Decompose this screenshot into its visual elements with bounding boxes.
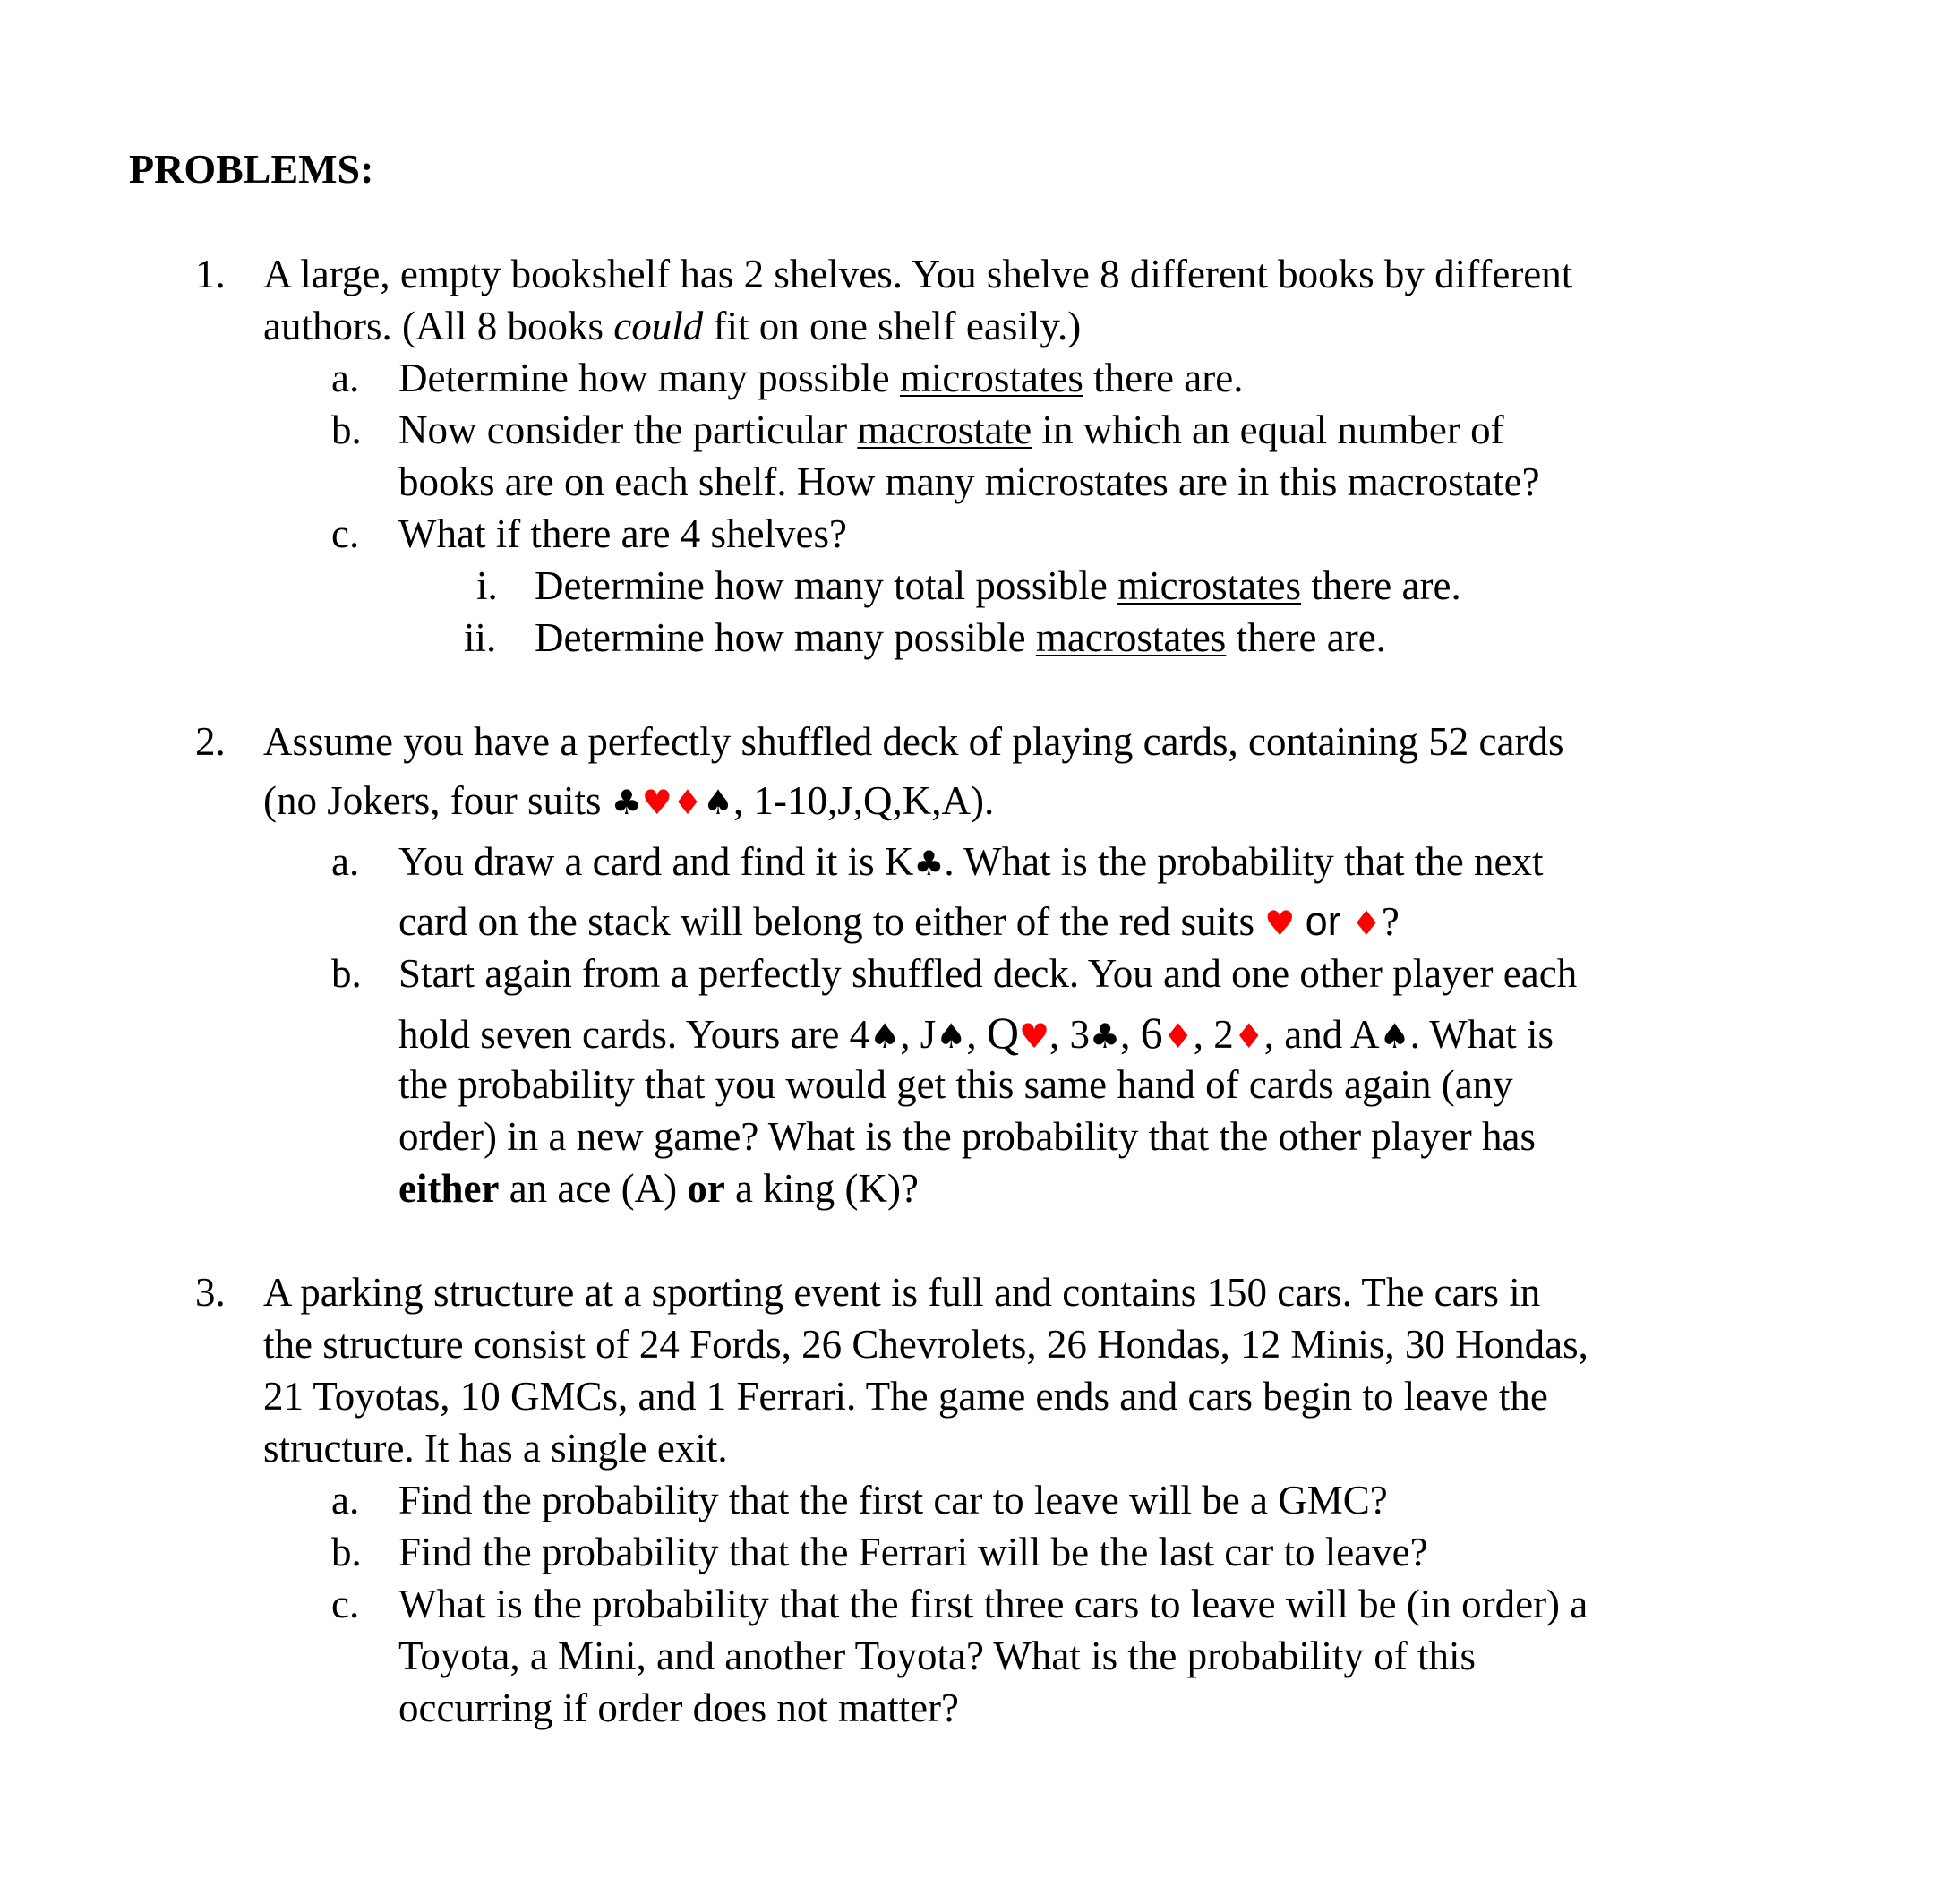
problem-text-line: (no Jokers, four suits ♣♥♦♠, 1-10,J,Q,K,A).: [263, 778, 995, 823]
club-suit-icon: ♣: [913, 844, 945, 883]
subpart-text: Find the probability that the first car to leave will be a GMC?: [398, 1478, 1388, 1522]
term-macrostate: macrostate: [857, 407, 1032, 452]
card-rank-6: 6: [1140, 1008, 1163, 1058]
heart-suit-icon: ♥: [1264, 904, 1296, 943]
or-text: or: [1305, 898, 1341, 944]
subpart-text: the probability that you would get this same hand of cards again (any: [398, 1062, 1513, 1107]
problem-number: 1.: [195, 252, 226, 296]
subpart-text: Determine how many possible microstates there are.: [398, 356, 1244, 400]
subsubpart-label: ii.: [464, 615, 497, 660]
term-microstates: microstates: [899, 356, 1083, 400]
spade-suit-icon: ♠: [869, 1016, 901, 1056]
subsubpart-label: i.: [476, 563, 498, 608]
problem-text-line: authors. (All 8 books could fit on one shelf easily.): [263, 304, 1082, 348]
subpart-text: You draw a card and find it is K♣. What is the probability that the next: [398, 839, 1544, 884]
subpart-text: order) in a new game? What is the probability that the other player has: [398, 1114, 1536, 1159]
subpart-label: a.: [331, 356, 360, 400]
term-macrostates: macrostates: [1035, 615, 1227, 660]
subpart-label: c.: [331, 1582, 360, 1626]
spade-suit-icon: ♠: [702, 783, 734, 822]
subpart-text: Now consider the particular macrostate in which an equal number of: [398, 407, 1504, 452]
subpart-label: c.: [331, 511, 360, 556]
subpart-text: books are on each shelf. How many microstates are in this macrostate?: [398, 459, 1540, 504]
emphasis-could: could: [613, 304, 704, 348]
problem-text-line: A large, empty bookshelf has 2 shelves. You shelve 8 different books by different: [263, 252, 1573, 296]
club-suit-icon: ♣: [611, 783, 642, 822]
subpart-label: a.: [331, 839, 360, 884]
diamond-suit-icon: ♦: [1233, 1016, 1264, 1056]
subpart-text: What is the probability that the first three cars to leave will be (in order) a: [398, 1582, 1588, 1626]
card-rank-q: Q: [986, 1008, 1019, 1058]
subpart-text: either an ace (A) or a king (K)?: [398, 1166, 919, 1211]
subsubpart-text: Determine how many total possible microstates there are.: [535, 563, 1461, 608]
problem-text-line: the structure consist of 24 Fords, 26 Chevrolets, 26 Hondas, 12 Minis, 30 Hondas,: [263, 1322, 1588, 1367]
spade-suit-icon: ♠: [936, 1016, 967, 1056]
subpart-label: a.: [331, 1478, 360, 1522]
subpart-text: occurring if order does not matter?: [398, 1685, 960, 1730]
page-heading: PROBLEMS:: [129, 146, 374, 192]
emphasis-or: or: [687, 1166, 725, 1211]
problem-text-line: structure. It has a single exit.: [263, 1426, 728, 1471]
subpart-label: b.: [331, 951, 362, 996]
subpart-label: b.: [331, 1530, 362, 1574]
problem-text-line: Assume you have a perfectly shuffled deck of playing cards, containing 52 cards: [263, 719, 1564, 764]
subpart-text: card on the stack will belong to either of the red suits ♥ or ♦?: [398, 898, 1400, 944]
subpart-text: Toyota, a Mini, and another Toyota? What is the probability of this: [398, 1634, 1477, 1678]
club-suit-icon: ♣: [1090, 1016, 1121, 1056]
diamond-suit-icon: ♦: [672, 783, 703, 822]
subpart-text: Find the probability that the Ferrari will be the last car to leave?: [398, 1530, 1428, 1574]
subsubpart-text: Determine how many possible macrostates there are.: [535, 615, 1386, 660]
heart-suit-icon: ♥: [1018, 1016, 1050, 1056]
subpart-text: What if there are 4 shelves?: [398, 511, 847, 556]
emphasis-either: either: [398, 1166, 500, 1211]
subpart-text: Start again from a perfectly shuffled deck. You and one other player each: [398, 951, 1578, 996]
subpart-text: hold seven cards. Yours are 4♠, J♠, Q♥, 3♣, 6♦, 2♦, and A♠. What is: [398, 1008, 1554, 1058]
term-microstates: microstates: [1117, 563, 1302, 608]
problem-text-line: A parking structure at a sporting event is full and contains 150 cars. The cars in: [263, 1270, 1541, 1315]
diamond-suit-icon: ♦: [1350, 904, 1382, 943]
diamond-suit-icon: ♦: [1162, 1016, 1194, 1056]
subpart-label: b.: [331, 407, 362, 452]
spade-suit-icon: ♠: [1379, 1016, 1410, 1056]
heart-suit-icon: ♥: [641, 783, 672, 822]
problem-number: 3.: [195, 1270, 226, 1315]
problem-text-line: 21 Toyotas, 10 GMCs, and 1 Ferrari. The game ends and cars begin to leave the: [263, 1374, 1548, 1419]
problem-number: 2.: [195, 719, 226, 764]
